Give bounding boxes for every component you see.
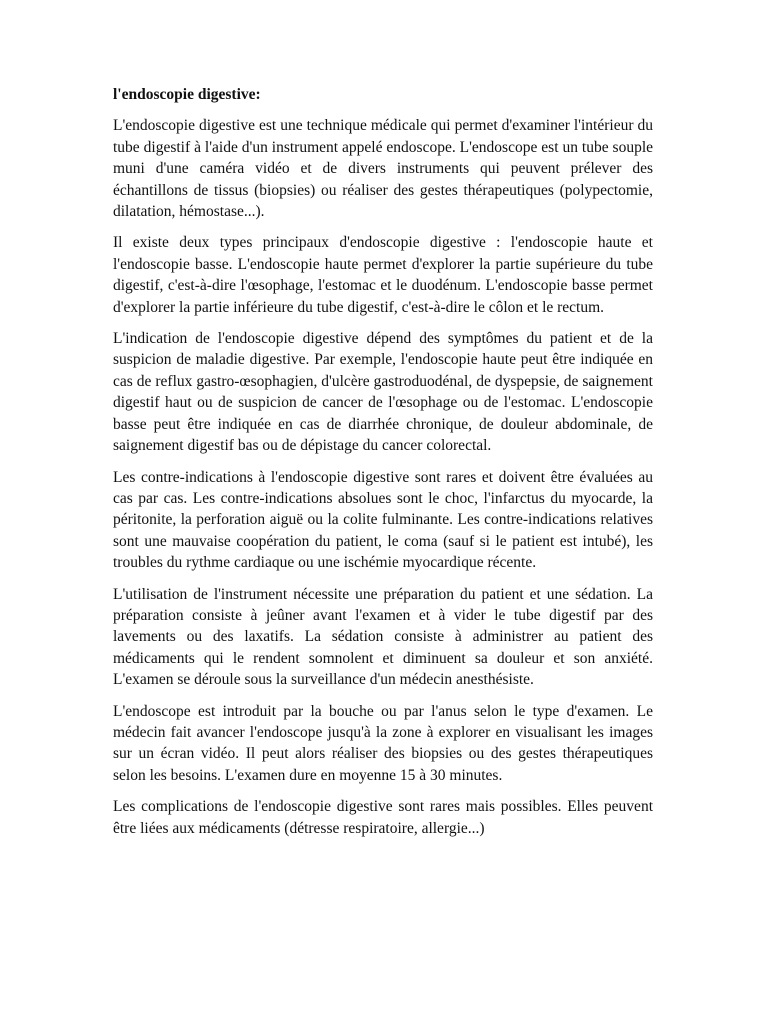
paragraph-types: Il existe deux types principaux d'endoscopie digestive : l'endoscopie haute et l'endoscopie basse. L'endoscopie haute permet d'explorer la partie supérieure du tube digestif, c'est-à-dire l'œsophage, l'estomac et le duodénum. L'endoscopie basse permet d'explorer la partie inférieure du tube digestif, c'est-à-dire le côlon et le rectum. [113, 234, 653, 316]
paragraph-preparation: L'utilisation de l'instrument nécessite une préparation du patient et une sédation. La préparation consiste à jeûner avant l'examen et à vider le tube digestif par des lavements ou des laxatifs. La sédation consiste à administrer au patient des médicaments qui le rendent somnolent et diminuent sa douleur et son anxiété. L'examen se déroule sous la surveillance d'un médecin anesthésiste. [113, 585, 653, 689]
document-title: l'endoscopie digestive: [113, 86, 261, 103]
document-page [113, 84, 653, 849]
paragraph-definition: L'endoscopie digestive est une technique médicale qui permet d'examiner l'intérieur du tube digestif à l'aide d'un instrument appelé endoscope. L'endoscope est un tube souple muni d'une caméra vidéo et de divers instruments qui peuvent prélever des échantillons de tissus (biopsies) ou réaliser des gestes thérapeutiques (polypectomie, dilatation, hémostase...). [113, 117, 653, 221]
paragraph-contraindications: Les contre-indications à l'endoscopie digestive sont rares et doivent être évaluées au cas par cas. Les contre-indications absolues sont le choc, l'infarctus du myocarde, la péritonite, la perforation aiguë ou la colite fulminante. Les contre-indications relatives sont une mauvaise coopération du patient, le coma (sauf si le patient est intubé), les troubles du rythme cardiaque ou une ischémie myocardique récente. [113, 468, 653, 572]
paragraph-indications: L'indication de l'endoscopie digestive dépend des symptômes du patient et de la suspicion de maladie digestive. Par exemple, l'endoscopie haute peut être indiquée en cas de reflux gastro-œsophagien, d'ulcère gastroduodénal, de dyspepsie, de saignement digestif haut ou de suspicion de cancer de l'œsophage ou de l'estomac. L'endoscopie basse peut être indiquée en cas de diarrhée chronique, de douleur abdominale, de saignement digestif bas ou de dépistage du cancer colorectal. [113, 330, 653, 455]
paragraph-complications: Les complications de l'endoscopie digestive sont rares mais possibles. Elles peuvent être liées aux médicaments (détresse respiratoire, allergie...) [113, 798, 653, 837]
paragraph-procedure: L'endoscope est introduit par la bouche ou par l'anus selon le type d'examen. Le médecin fait avancer l'endoscope jusqu'à la zone à explorer en visualisant les images sur un écran vidéo. Il peut alors réaliser des biopsies ou des gestes thérapeutiques selon les besoins. L'examen dure en moyenne 15 à 30 minutes. [113, 702, 653, 784]
